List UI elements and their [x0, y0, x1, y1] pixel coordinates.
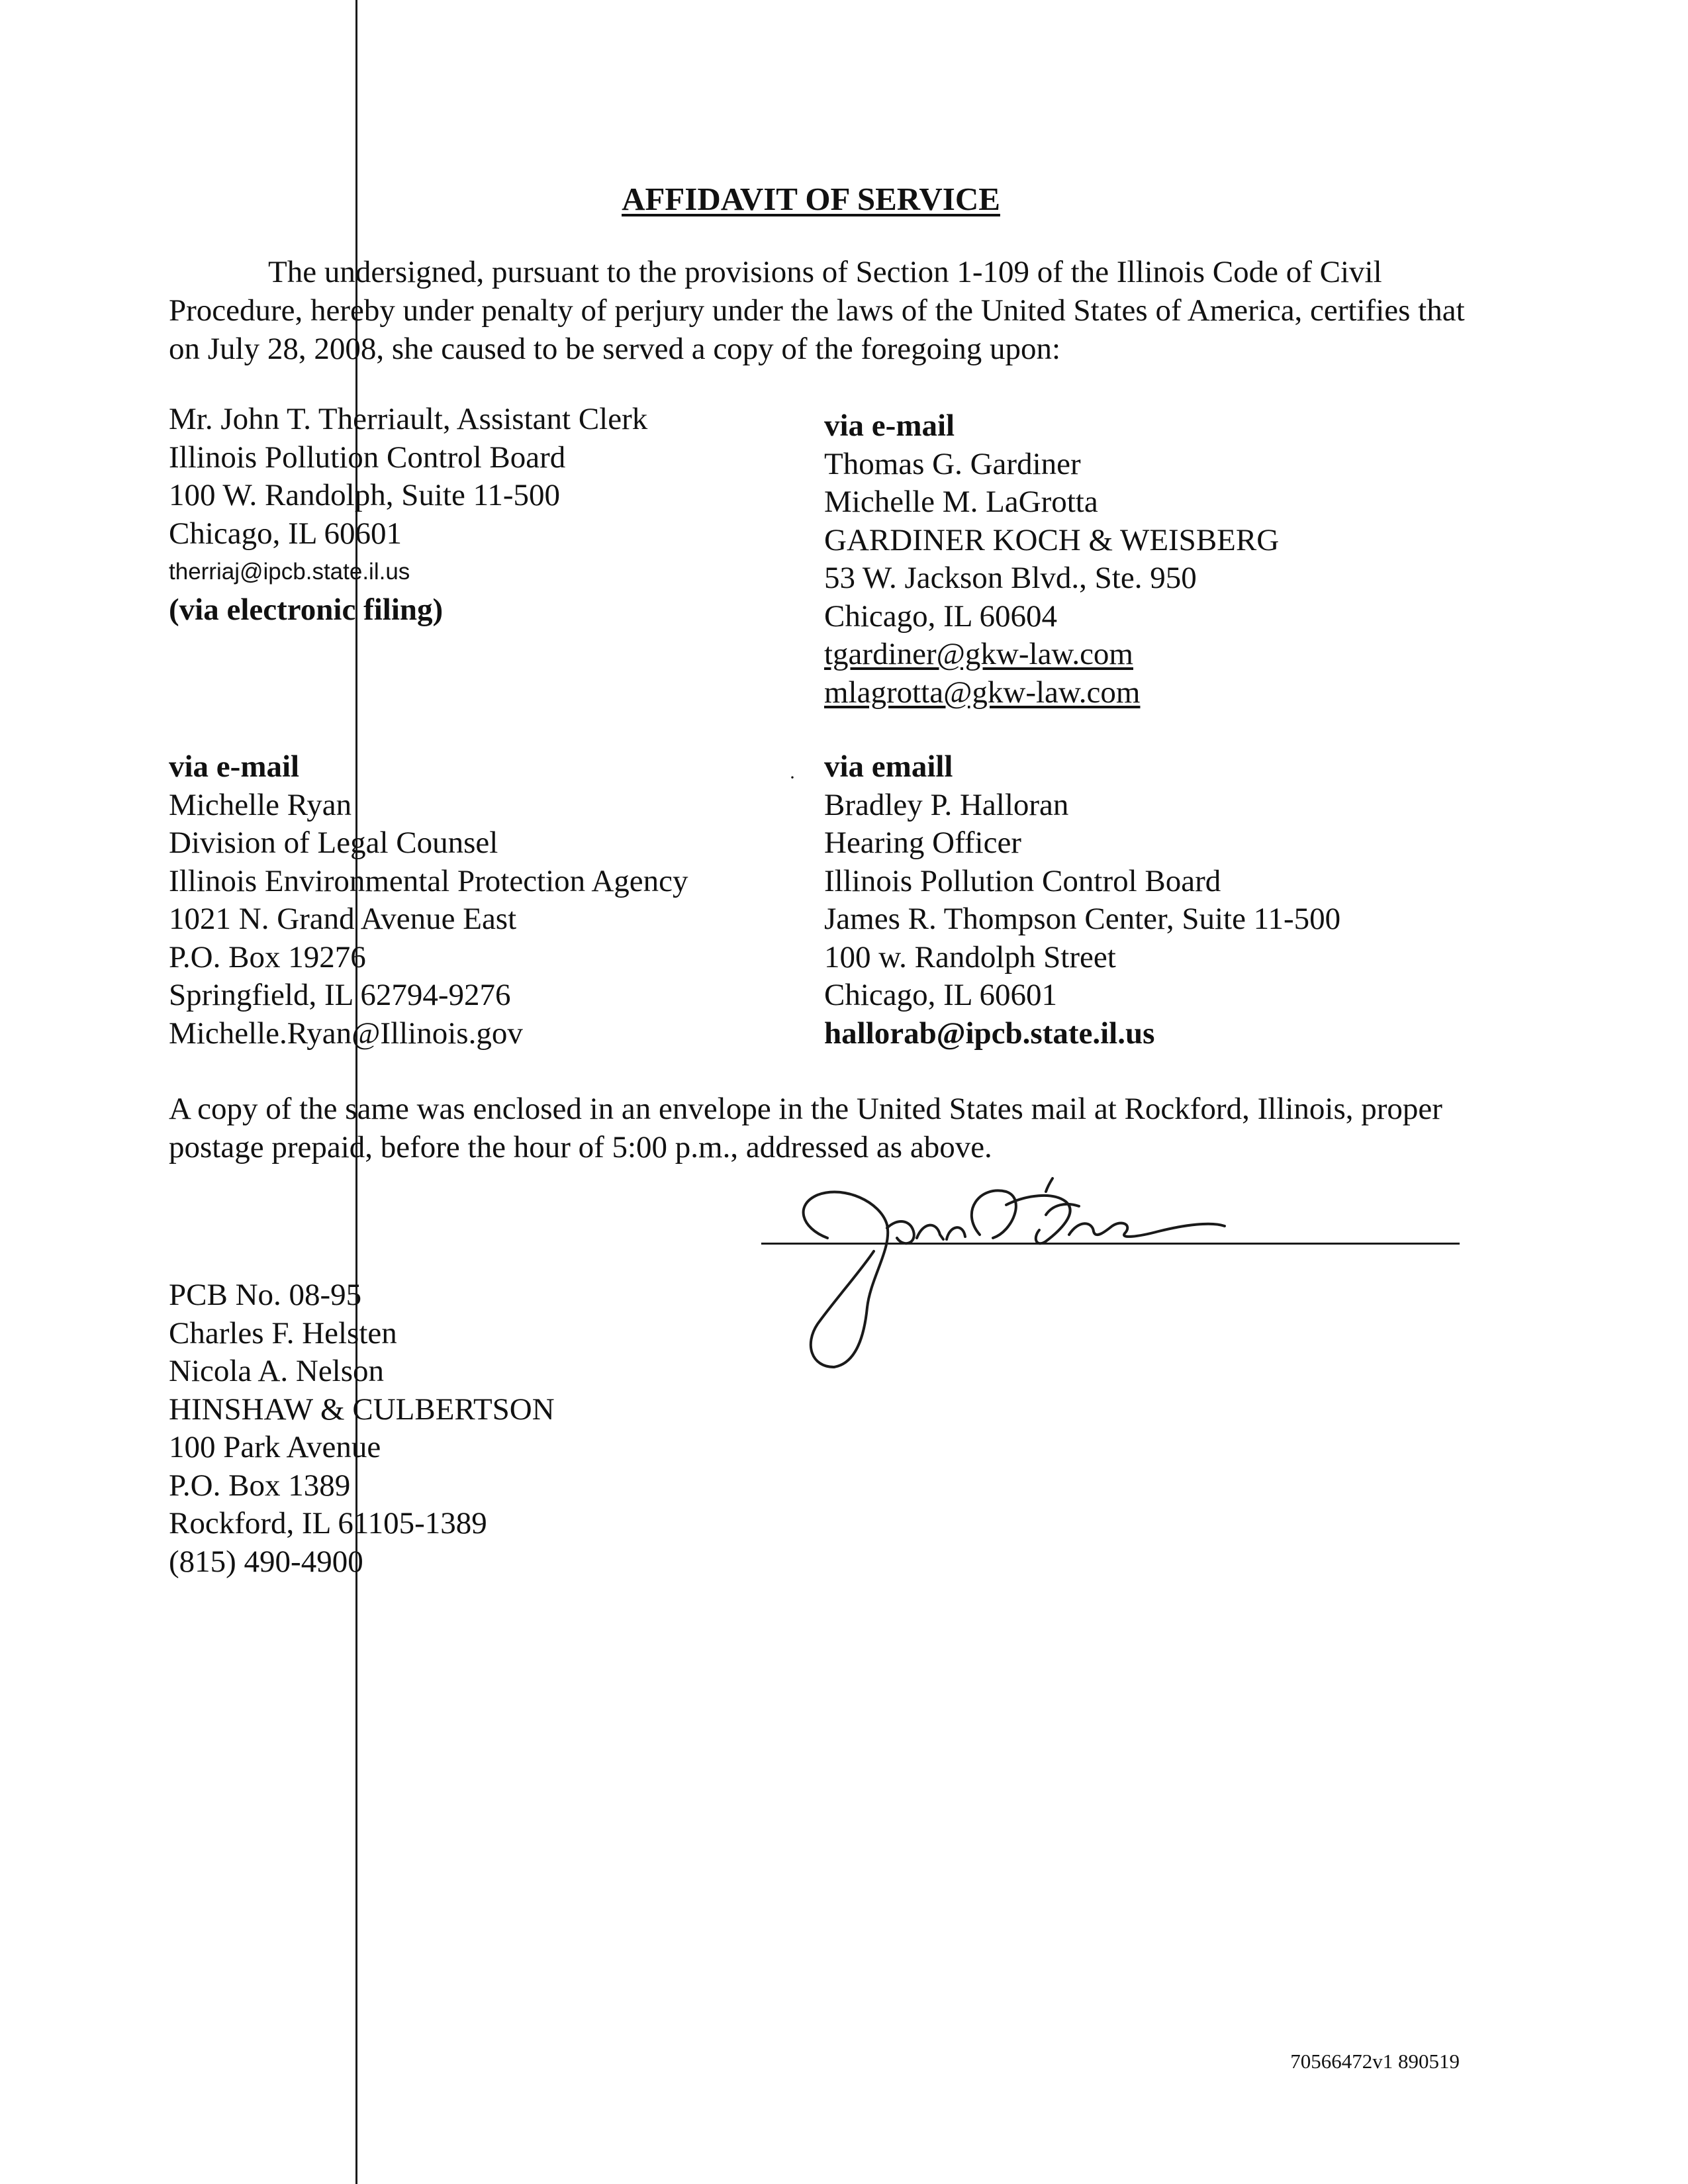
- halloran-org: Illinois Pollution Control Board: [824, 863, 1221, 898]
- gardiner-email1-link[interactable]: tgardiner@gkw-law.com: [824, 637, 1133, 671]
- ryan-email: Michelle.Ryan@Illinois.gov: [169, 1016, 523, 1051]
- ryan-division: Division of Legal Counsel: [169, 826, 498, 860]
- clerk-email: therriaj@ipcb.state.il.us: [169, 559, 410, 585]
- counsel-attorney2: Nicola A. Nelson: [169, 1354, 385, 1388]
- ryan-pobox: P.O. Box 19276: [169, 939, 366, 974]
- halloran-method: via emaill: [824, 749, 953, 784]
- affidavit-intro: [169, 253, 1493, 368]
- document-id: 70566472v1 890519: [1290, 2050, 1460, 2073]
- counsel-firm: HINSHAW & CULBERTSON: [169, 1392, 555, 1427]
- recipient-ryan: [169, 748, 688, 1053]
- case-number: PCB No. 08-95: [169, 1278, 362, 1312]
- intro-text: The undersigned, pursuant to the provisions of Section 1-109 of the Illinois Code of Civil Procedure, hereby under penalty of perjury under the laws of the United States of America, certifies that on July 28, 2008, she caused to be served a copy of the foregoing upon:: [169, 255, 1465, 366]
- clerk-org: Illinois Pollution Control Board: [169, 440, 566, 475]
- clerk-name: Mr. John T. Therriault, Assistant Clerk: [169, 402, 648, 436]
- counsel-attorney1: Charles F. Helsten: [169, 1315, 397, 1351]
- gardiner-firm: GARDINER KOCH & WEISBERG: [824, 522, 1280, 557]
- gardiner-name2: Michelle M. LaGrotta: [824, 485, 1098, 519]
- halloran-building: James R. Thompson Center, Suite 11-500: [824, 902, 1341, 936]
- counsel-phone: (815) 490-4900: [169, 1544, 363, 1579]
- counsel-pobox: P.O. Box 1389: [169, 1468, 351, 1503]
- counsel-city: Rockford, IL 61105-1389: [169, 1506, 487, 1541]
- clerk-street: 100 W. Randolph, Suite 11-500: [169, 478, 560, 512]
- halloran-street: 100 w. Randolph Street: [824, 939, 1116, 974]
- counsel-street: 100 Park Avenue: [169, 1430, 381, 1464]
- gardiner-email2-link[interactable]: mlagrotta@gkw-law.com: [824, 675, 1141, 710]
- handwritten-signature: [788, 1165, 1251, 1384]
- ryan-city: Springfield, IL 62794-9276: [169, 978, 511, 1012]
- recipient-gardiner: [824, 407, 1279, 712]
- halloran-email: hallorab@ipcb.state.il.us: [824, 1016, 1155, 1051]
- ryan-street: 1021 N. Grand Avenue East: [169, 902, 517, 936]
- halloran-city: Chicago, IL 60601: [824, 978, 1057, 1012]
- clerk-city: Chicago, IL 60601: [169, 516, 402, 551]
- halloran-title: Hearing Officer: [824, 826, 1021, 860]
- halloran-name: Bradley P. Halloran: [824, 787, 1069, 822]
- ryan-method: via e-mail: [169, 749, 300, 784]
- mailing-statement: A copy of the same was enclosed in an envelope in the United States mail at Rockford, Illinois, proper postage prepaid, before the hour of 5:00 p.m., addressed as above.: [169, 1092, 1442, 1164]
- document-title: AFFIDAVIT OF SERVICE: [622, 181, 1000, 217]
- recipient-halloran: [824, 748, 1340, 1053]
- stray-dot-mark: ·: [789, 767, 796, 788]
- ryan-name: Michelle Ryan: [169, 787, 352, 822]
- gardiner-name1: Thomas G. Gardiner: [824, 446, 1081, 481]
- clerk-method: (via electronic filing): [169, 592, 444, 627]
- gardiner-method: via e-mail: [824, 408, 955, 443]
- counsel-block: [169, 1276, 555, 1581]
- gardiner-street: 53 W. Jackson Blvd., Ste. 950: [824, 561, 1197, 595]
- gardiner-city: Chicago, IL 60604: [824, 598, 1057, 634]
- ryan-agency: Illinois Environmental Protection Agency: [169, 863, 688, 898]
- recipient-clerk: [169, 401, 647, 629]
